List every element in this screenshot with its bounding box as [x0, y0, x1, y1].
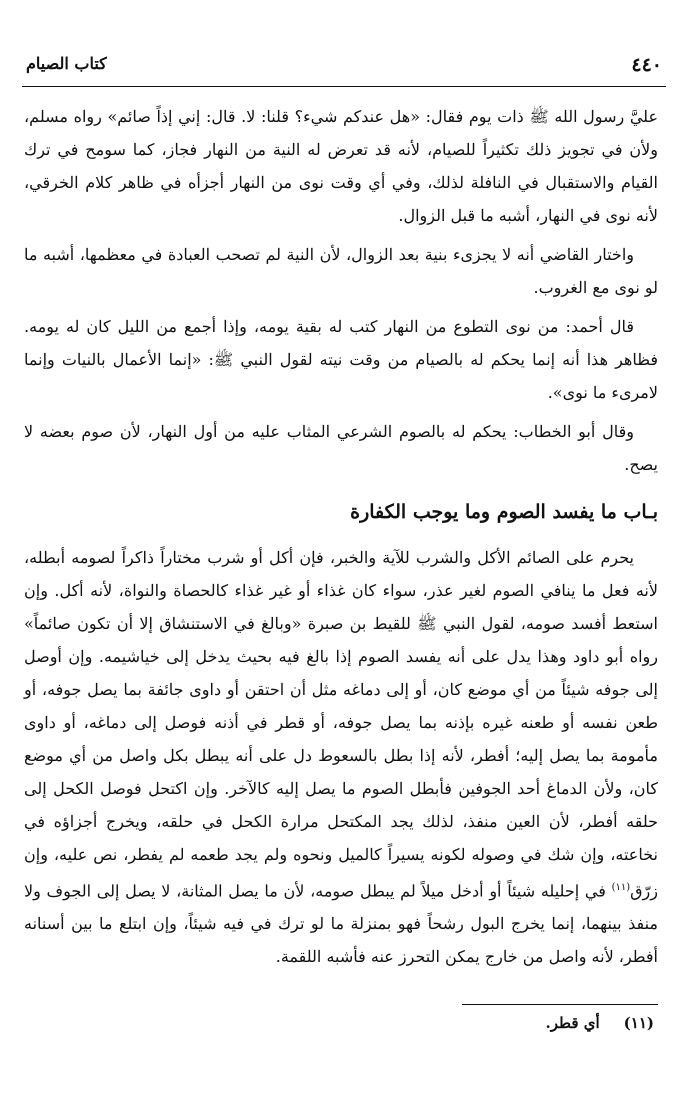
footnote: [546, 1014, 654, 1032]
footnote-divider: [462, 1004, 658, 1005]
paragraph: وقال أبو الخطاب: يحكم له بالصوم الشرعي المثاب عليه من أول النهار، لأن صوم بعضه لا يصح.: [24, 422, 658, 474]
footnote-number: (١١): [623, 1014, 654, 1032]
footnote-reference: (١١): [611, 882, 631, 893]
running-head: كتاب الصيام: [26, 54, 107, 73]
footnote-text: أي قطر.: [545, 1014, 600, 1032]
section-paragraph-part1: يحرم على الصائم الأكل والشرب للآية والخبر، فإن أكل أو شرب مختاراً ذاكراً لصومه أبطله، لأنه فعل ما ينافي الصوم لغير عذر، سواء كان غذاء أو غير غذاء كالحصاة والنواة، لأنه أكل. وإن استعط أفسد صومه، لقول النبي ﷺ للقيط بن صبرة «وبالغ في الاستنشاق إلا أن تكون صائماً» رواه أبو داود وهذا يدل على أنه يفسد الصوم إذا بالغ فيه بحيث يدخل إلى خياشيمه. وإن أوصل إلى جوفه شيئاً من أي موضع كان، أو إلى دماغه مثل أن احتقن أو داوى جائفة بما يصل جوفه، أو طعن نفسه أو طعنه غيره بإذنه بما يصل جوفه، أو قطر في أذنه فوصل إلى دماغه، أو داوى مأمومة بما يصل إليه؛ أفطر، لأنه إذا بطل بالسعوط دل على أنه يبطل بكل واصل من أي موضع كان، ولأن الدماغ أحد الجوفين فأبطل الصوم ما يصل إليه كالآخر. وإن اكتحل فوصل الكحل إلى حلقه أفطر، لأن العين منفذ، لذلك يجد المكتحل مرارة الكحل في حلقه، ويخرج أجزاؤه في نخاعته، وإن شك في وصوله لكونه يسيراً كالميل ونحوه ولم يجد طعمه لم يفطر، نص عليه، وإن زرّق: [24, 548, 658, 901]
page-header: [22, 50, 666, 87]
paragraph: واختار القاضي أنه لا يجزىء بنية بعد الزوال، لأن النية لم تصحب العبادة في معظمها، أشبه ما لو نوى مع الغروب.: [24, 245, 658, 297]
page-number: ٤٤٠: [631, 54, 662, 76]
section-paragraph-part2: في إحليله شيئاً أو أدخل ميلاً لم يبطل صومه، لأن ما يصل المثانة، لا يصل إلى الجوف ولا منفذ بينهما، إنما يخرج البول رشحاً فهو بمنزلة ما لو ترك في فيه شيئاً، وإن ابتلع ما بين أسنانه أفطر، لأنه واصل من خارج يمكن التحرز عنه فأشبه اللقمة.: [24, 881, 658, 967]
paragraph: قال أحمد: من نوى التطوع من النهار كتب له بقية يومه، وإذا أجمع من الليل كان له يومه. فظاهر هذا أنه إنما يحكم له بالصيام من وقت نيته لقول النبي ﷺ: «إنما الأعمال بالنيات وإنما لامرىء ما نوى».: [24, 317, 658, 402]
section-paragraph: [24, 541, 658, 973]
page-body: [24, 100, 658, 979]
paragraph: عليَّ رسول الله ﷺ ذات يوم فقال: «هل عندكم شيء؟ قلنا: لا. قال: إني إذاً صائم» رواه مسلم، ولأن في تجويز ذلك تكثيراً للصيام، لأنه قد تعرض له النية من النهار فجاز، كما سومح في ترك القيام والاستقبال في النافلة لذلك، وفي أي وقت نوى من النهار أجزأه في ظاهر كلام الخرقي، لأنه نوى في النهار، أشبه ما قبل الزوال.: [24, 107, 658, 225]
section-title: بـاب ما يفسد الصوم وما يوجب الكفارة: [350, 501, 658, 523]
